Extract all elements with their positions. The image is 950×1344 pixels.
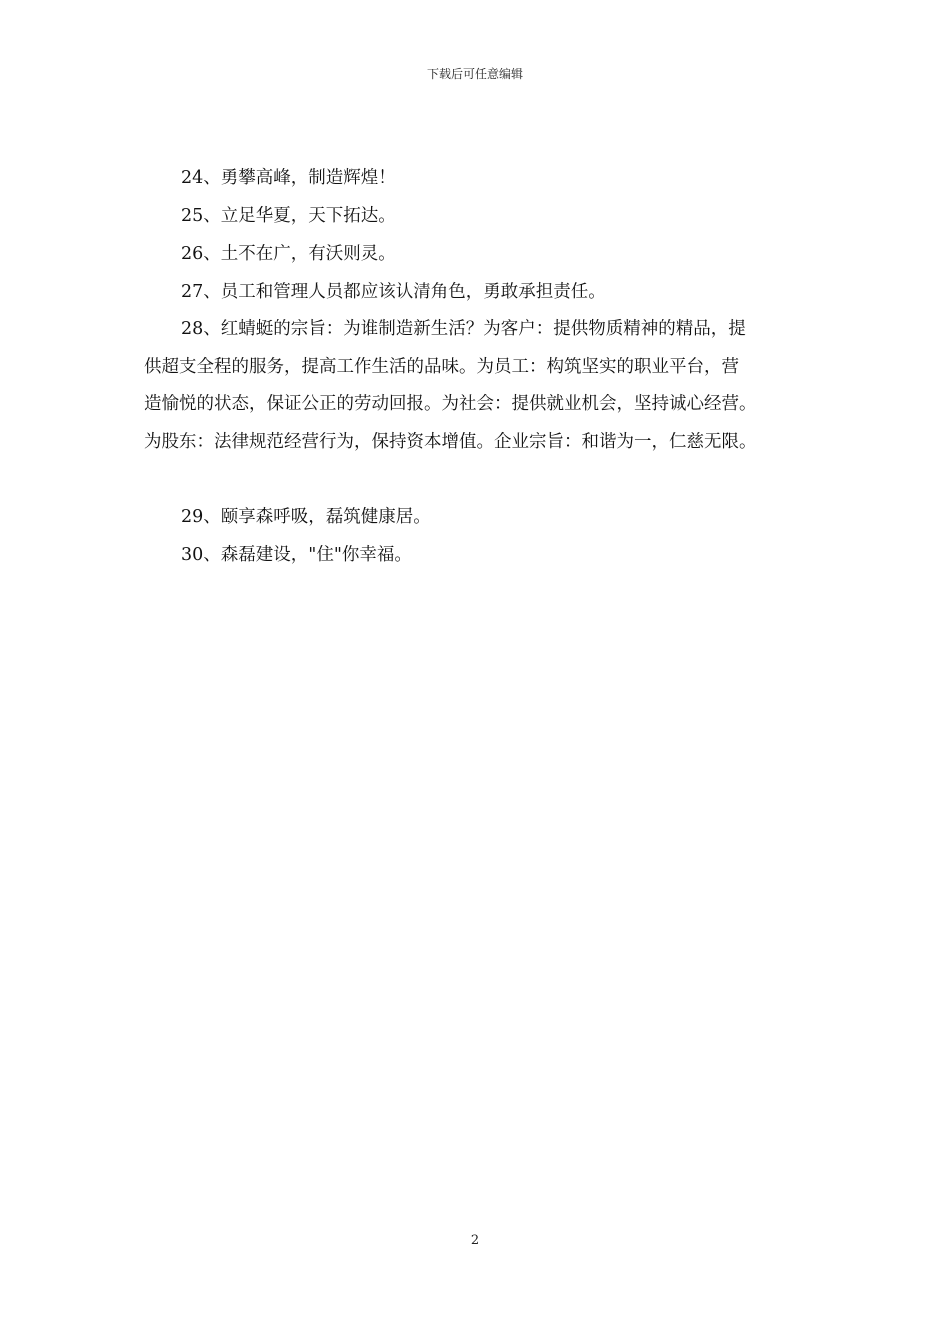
slogan-item-24: 24、勇攀高峰，制造辉煌！ (181, 168, 396, 188)
paragraph-line-3: 造愉悦的状态，保证公正的劳动回报。为社会：提供就业机会，坚持诚心经营。 (144, 394, 757, 414)
slogan-item-30: 30、森磊建设，"住"你幸福。 (181, 545, 412, 565)
slogan-item-29: 29、颐享森呼吸，磊筑健康居。 (181, 507, 431, 527)
paragraph-line-2: 供超支全程的服务，提高工作生活的品味。为员工：构筑坚实的职业平台，营 (144, 356, 739, 377)
paragraph-line-1: 28、红蜻蜓的宗旨：为谁制造新生活？为客户：提供物质精神的精品，提 (181, 319, 746, 339)
page-header: 下载后可任意编辑 (426, 67, 523, 81)
page-number: 2 (470, 1233, 480, 1248)
paragraph-spacer (144, 461, 824, 498)
slogan-item-27: 27、员工和管理人员都应该认清角色，勇敢承担责任。 (181, 282, 606, 302)
slogan-item-26: 26、土不在广，有沃则灵。 (181, 244, 396, 264)
slogan-item-28-paragraph (144, 311, 824, 461)
paragraph-line-4: 为股东：法律规范经营行为，保持资本增值。企业宗旨：和谐为一，仁慈无限。 (144, 431, 757, 452)
document-body (144, 159, 824, 574)
slogan-item-25: 25、立足华夏，天下拓达。 (181, 206, 396, 226)
